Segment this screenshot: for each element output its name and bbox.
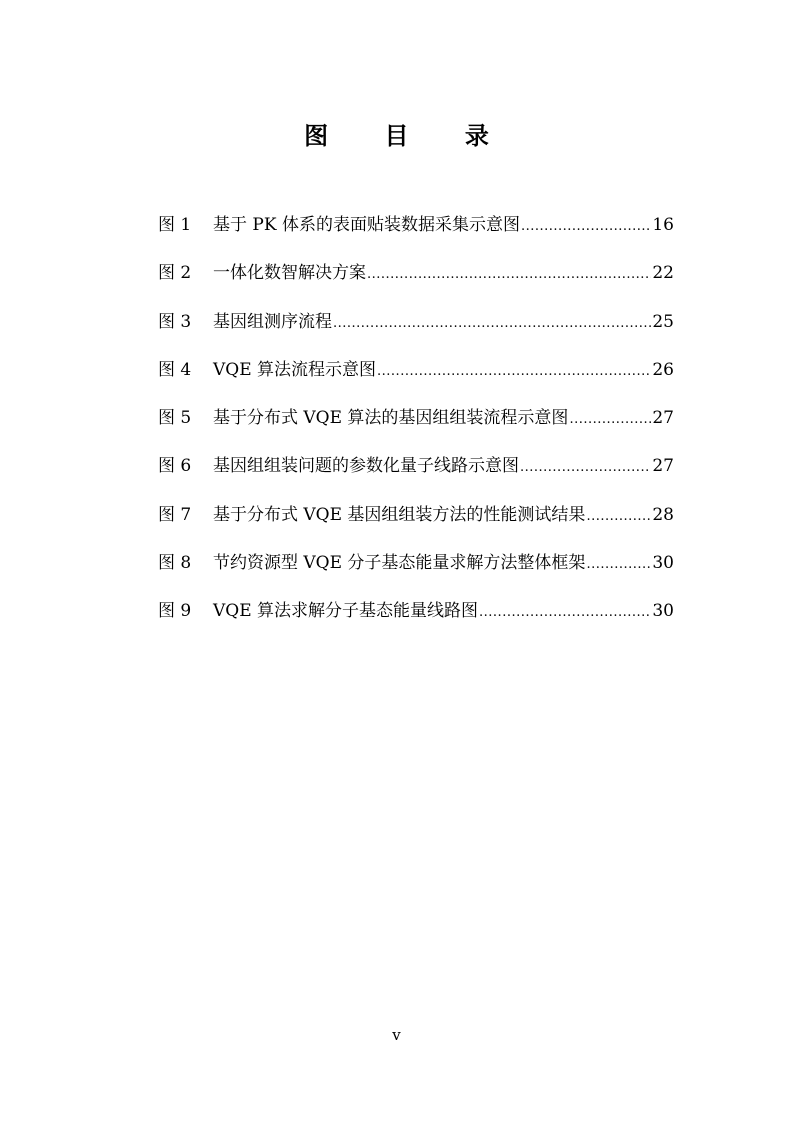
figure-page-number: 22 [652,263,674,284]
dot-leader [520,451,651,483]
figure-entry[interactable] [158,403,674,451]
dot-leader [521,210,651,242]
dot-leader [479,596,651,628]
dot-leader [586,500,651,532]
figure-caption: 基于分布式 VQE 基因组组装方法的性能测试结果 [213,504,586,525]
figure-number: 图 8 [158,553,192,574]
figure-number: 图 5 [158,408,192,429]
figure-caption: VQE 算法流程示意图 [213,359,377,380]
footer-page-number: v [392,1026,401,1044]
figure-caption: 节约资源型 VQE 分子基态能量求解方法整体框架 [213,553,586,574]
figure-caption: 基因组测序流程 [213,311,332,332]
figure-caption: VQE 算法求解分子基态能量线路图 [213,601,479,622]
figure-page-number: 16 [652,215,674,235]
figure-caption: 基因组组装问题的参数化量子线路示意图 [213,456,519,477]
dot-leader [367,258,651,290]
dot-leader [586,548,651,580]
figure-caption: 基于 PK 体系的表面贴装数据采集示意图 [213,215,520,235]
figure-entry[interactable] [158,258,674,306]
figure-page-number: 26 [652,359,674,380]
figure-number: 图 4 [158,359,192,380]
dot-leader [569,403,651,435]
figure-number: 图 6 [158,456,192,477]
dot-leader [333,307,651,339]
page-title: 图 目 录 [304,122,513,150]
figure-list [158,210,674,645]
figure-entry[interactable] [158,307,674,355]
figure-number: 图 9 [158,601,192,622]
figure-page-number: 28 [652,504,674,525]
figure-page-number: 27 [652,408,674,429]
dot-leader [377,355,651,387]
figure-caption: 一体化数智解决方案 [213,263,366,284]
figure-number: 图 2 [158,263,192,284]
figure-page-number: 25 [652,311,674,332]
figure-page-number: 27 [652,456,674,477]
figure-entry[interactable] [158,451,674,499]
figure-number: 图 3 [158,311,192,332]
figure-number: 图 7 [158,504,192,525]
figure-entry[interactable] [158,355,674,403]
figure-entry[interactable] [158,210,674,258]
figure-page-number: 30 [652,553,674,574]
figure-entry[interactable] [158,596,674,644]
figure-entry[interactable] [158,500,674,548]
figure-page-number: 30 [652,601,674,622]
figure-entry[interactable] [158,548,674,596]
figure-caption: 基于分布式 VQE 算法的基因组组装流程示意图 [213,408,569,429]
figure-number: 图 1 [158,215,192,235]
